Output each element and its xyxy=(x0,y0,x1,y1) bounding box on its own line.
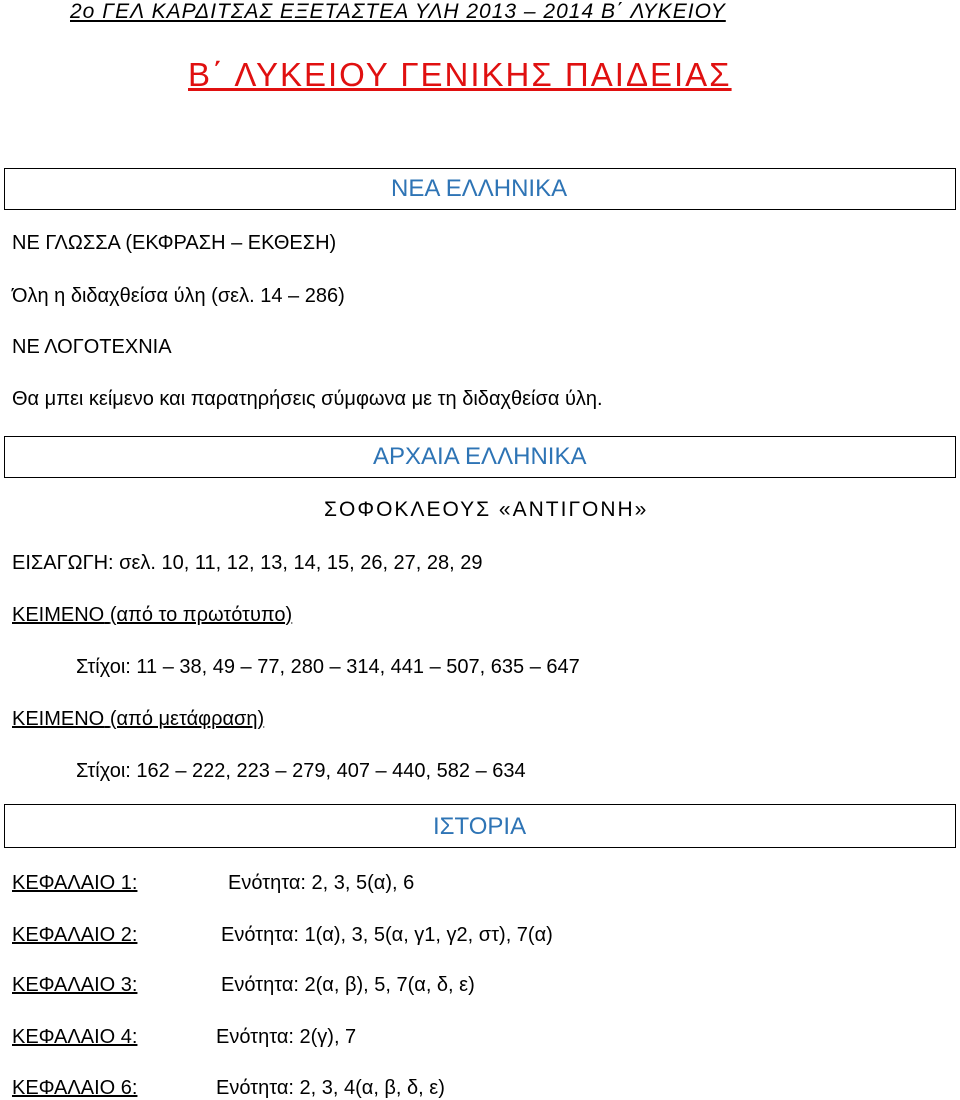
keimeno-original-lines: Στίχοι: 11 – 38, 49 – 77, 280 – 314, 441 – 507, 635 – 647 xyxy=(76,656,580,678)
chapter-label: ΚΕΦΑΛΑΙΟ 3: xyxy=(12,974,138,996)
chapter-units: Ενότητα: 2(α, β), 5, 7(α, δ, ε) xyxy=(221,974,475,996)
chapter-label: ΚΕΦΑΛΑΙΟ 2: xyxy=(12,924,138,946)
keimeno-original-label: ΚΕΙΜΕΝΟ xyxy=(12,604,105,626)
chapter-units: Ενότητα: 1(α), 3, 5(α, γ1, γ2, στ), 7(α) xyxy=(221,924,553,946)
section-title-arxaia-ellinika: ΑΡΧΑΙΑ ΕΛΛΗΝΙΚΑ xyxy=(373,443,587,470)
document-header: 2ο ΓΕΛ ΚΑΡΔΙΤΣΑΣ ΕΞΕΤΑΣΤΕΑ ΥΛΗ 2013 – 2014 Β΄ ΛΥΚΕΙΟΥ xyxy=(70,0,726,23)
keimeno-original-heading xyxy=(12,604,292,627)
chapter-units: Ενότητα: 2(γ), 7 xyxy=(216,1026,357,1048)
section-title-istoria: ΙΣΤΟΡΙΑ xyxy=(433,813,527,840)
section-box-arxaia-ellinika xyxy=(4,436,956,478)
chapter-label: ΚΕΦΑΛΑΙΟ 6: xyxy=(12,1077,138,1099)
chapter-units: Ενότητα: 2, 3, 5(α), 6 xyxy=(228,872,415,894)
keimeno-original-note: (από το πρωτότυπο) xyxy=(109,604,293,626)
chapter-label: ΚΕΦΑΛΑΙΟ 1: xyxy=(12,872,138,894)
keimeno-translation-note: (από μετάφραση) xyxy=(109,708,265,730)
section-box-nea-ellinika xyxy=(4,168,956,210)
antigoni-subheading: ΣΟΦΟΚΛΕΟΥΣ «ΑΝΤΙΓΟΝΗ» xyxy=(324,498,649,521)
eisagogi-pages: σελ. 10, 11, 12, 13, 14, 15, 26, 27, 28, 29 xyxy=(119,552,483,574)
page-title: Β΄ ΛΥΚΕΙΟΥ ΓΕΝΙΚΗΣ ΠΑΙΔΕΙΑΣ xyxy=(188,56,732,93)
chapter-label: ΚΕΦΑΛΑΙΟ 4: xyxy=(12,1026,138,1048)
section-title-nea-ellinika: ΝΕΑ ΕΛΛΗΝΙΚΑ xyxy=(391,175,568,202)
glossa-text: Όλη η διδαχθείσα ύλη (σελ. 14 – 286) xyxy=(12,285,345,307)
eisagogi-label: ΕΙΣΑΓΩΓΗ: xyxy=(12,552,114,574)
chapter-units: Ενότητα: 2, 3, 4(α, β, δ, ε) xyxy=(216,1077,445,1099)
logotexnia-heading: ΝΕ ΛΟΓΟΤΕΧΝΙΑ xyxy=(12,336,172,358)
eisagogi-line xyxy=(12,552,483,575)
keimeno-translation-label: ΚΕΙΜΕΝΟ xyxy=(12,708,105,730)
keimeno-translation-lines: Στίχοι: 162 – 222, 223 – 279, 407 – 440, 582 – 634 xyxy=(76,760,526,782)
keimeno-translation-heading xyxy=(12,708,264,731)
logotexnia-text: Θα μπει κείμενο και παρατηρήσεις σύμφωνα με τη διδαχθείσα ύλη. xyxy=(12,388,603,410)
section-box-istoria xyxy=(4,804,956,848)
glossa-heading: ΝΕ ΓΛΩΣΣΑ (ΕΚΦΡΑΣΗ – ΕΚΘΕΣΗ) xyxy=(12,232,337,254)
